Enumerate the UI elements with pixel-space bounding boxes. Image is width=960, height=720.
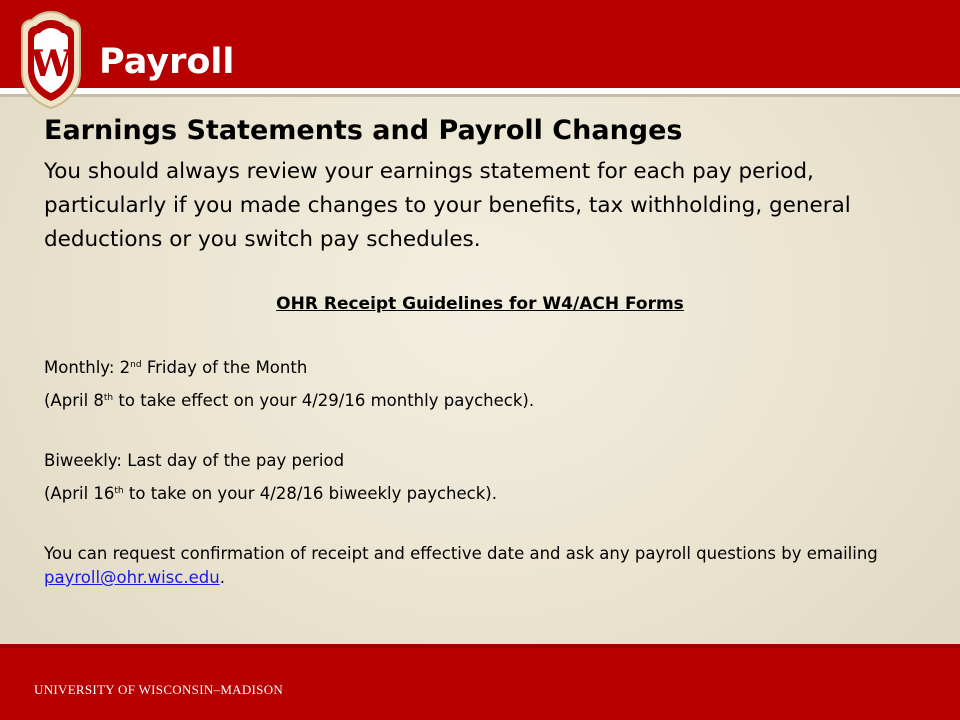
monthly-deadline: Monthly: 2nd Friday of the Month [44,358,308,377]
contact-paragraph: You can request confirmation of receipt and effective date and ask any payroll questions by emailing payroll@ohr.wisc.edu. [44,544,878,587]
header-divider-shadow [0,94,960,97]
footer-university-name: UNIVERSITY OF WISCONSIN–MADISON [34,682,284,697]
intro-paragraph: You should always review your earnings statement for each pay period, particularly if you made changes to your benefits, tax withholding, general deductions or you switch pay schedules. [44,159,851,252]
biweekly-deadline: Biweekly: Last day of the pay period [44,451,345,470]
guidelines-title: OHR Receipt Guidelines for W4/ACH Forms [276,294,684,314]
svg-text:W: W [30,43,72,85]
payroll-email-link[interactable]: payroll@ohr.wisc.edu [44,568,220,587]
uw-crest-icon [18,10,84,110]
monthly-note: (April 8th to take effect on your 4/29/16 monthly paycheck). [44,391,535,410]
biweekly-note: (April 16th to take on your 4/28/16 biweekly paycheck). [44,484,497,503]
section-heading: Earnings Statements and Payroll Changes [44,115,683,146]
page-title: Payroll [99,42,235,82]
